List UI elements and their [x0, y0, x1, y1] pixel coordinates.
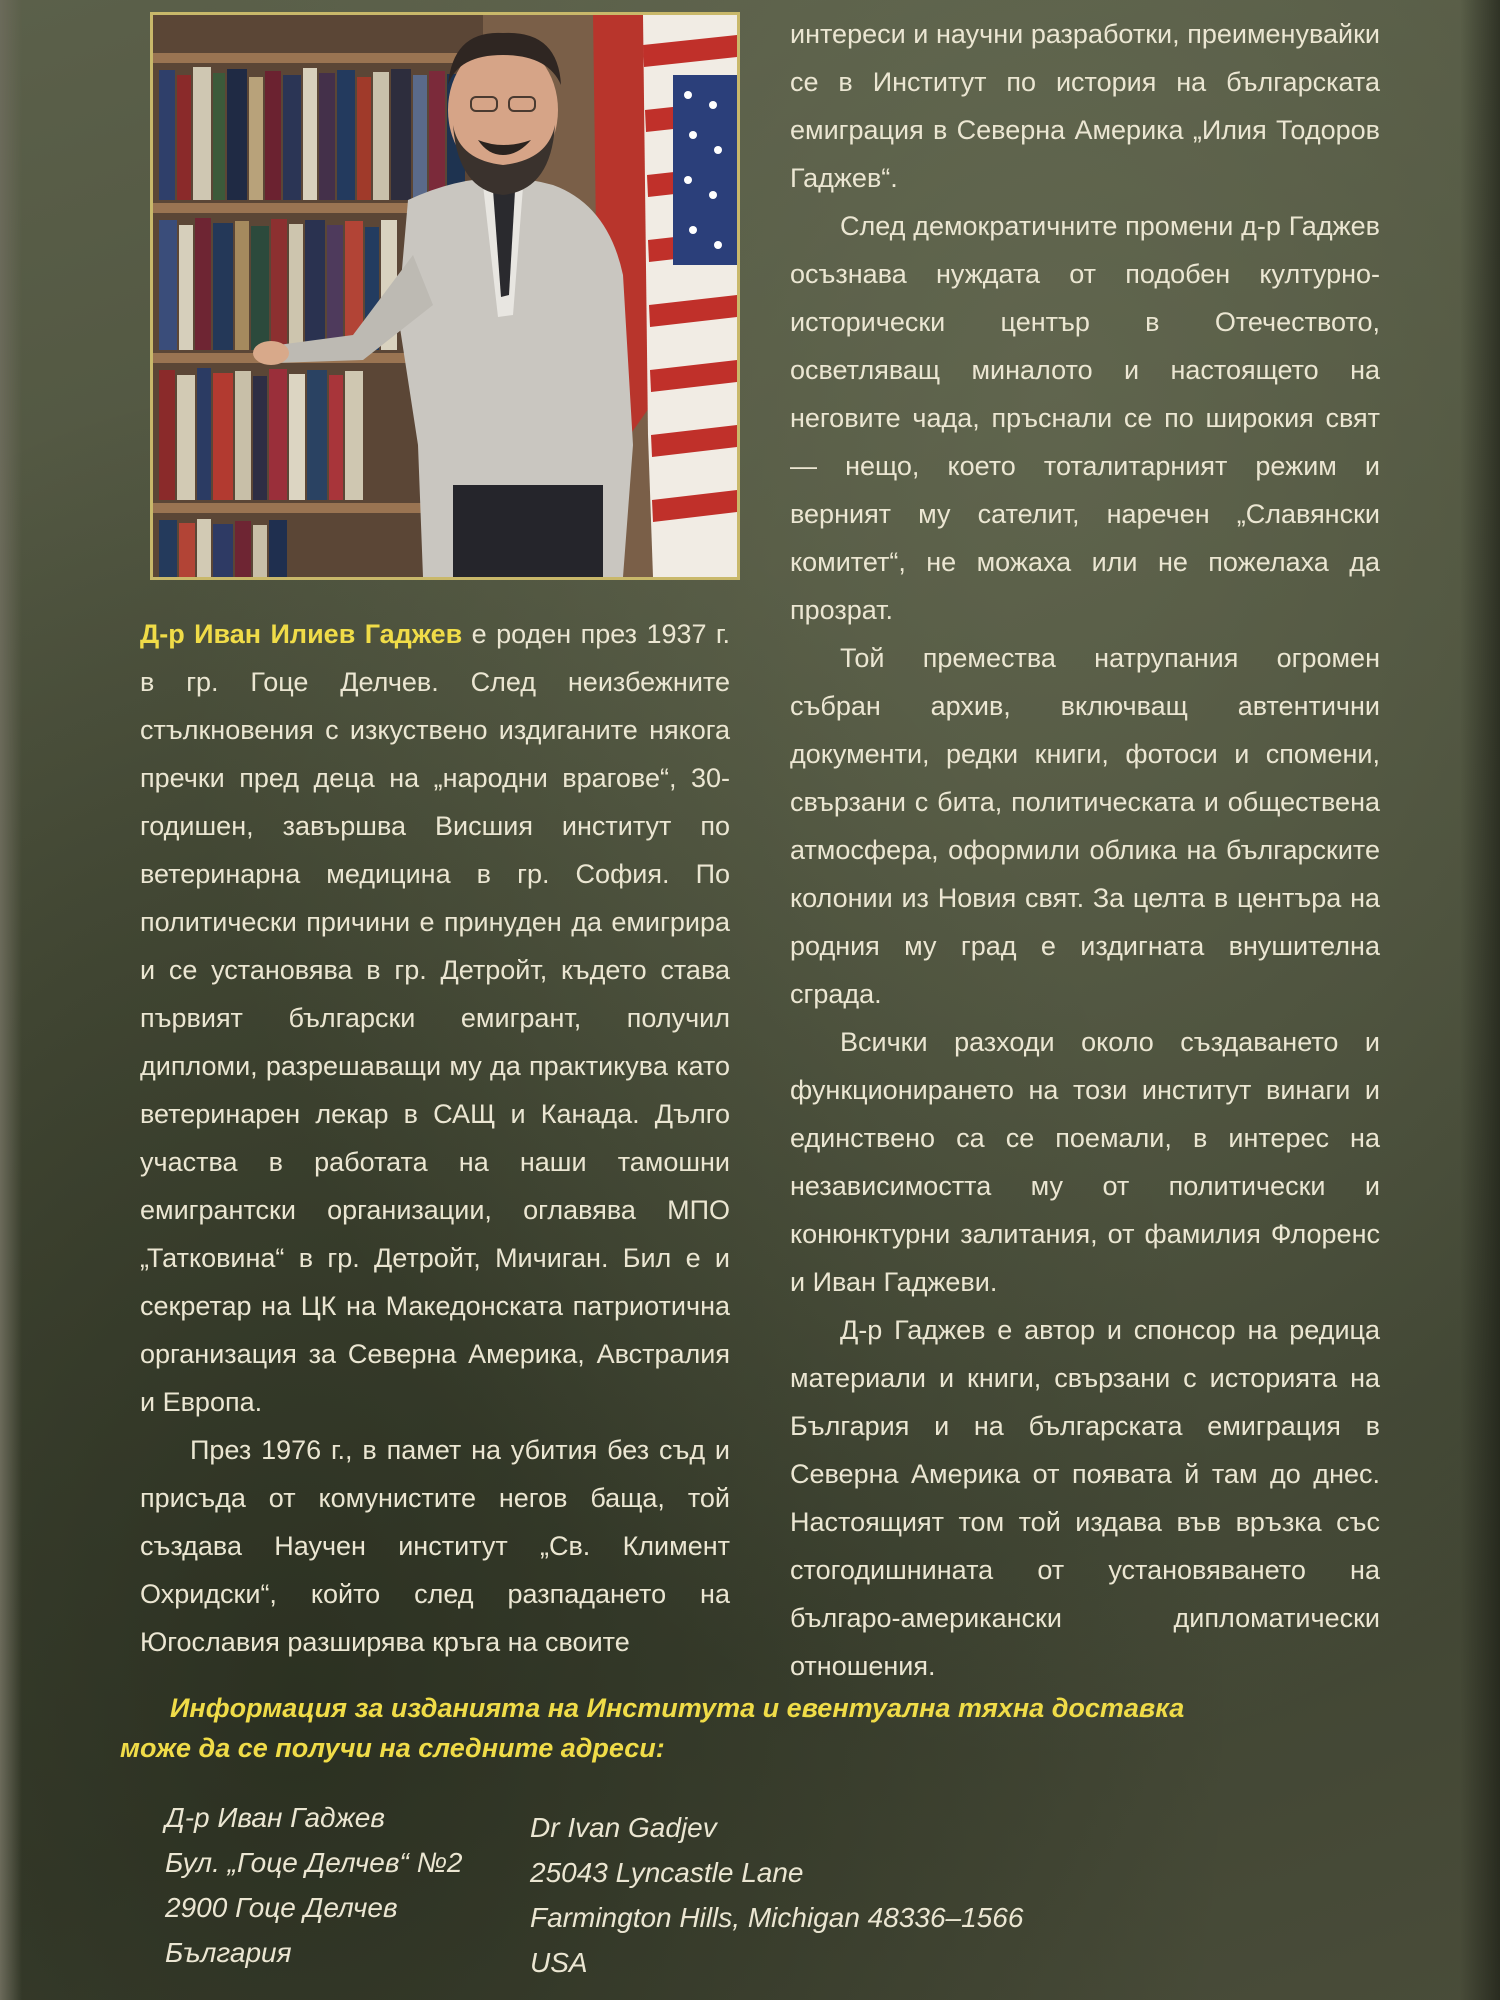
address-bg-line: 2900 Гоце Делчев: [165, 1892, 398, 1923]
address-bg-line: Бул. „Гоце Делчев“ №2: [165, 1847, 463, 1878]
address-bg-line: Д-р Иван Гаджев: [165, 1802, 385, 1833]
cover-right-edge: [1460, 0, 1500, 2000]
bio-paragraph-7: Д-р Гаджев е автор и спонсор на редица материали и книги, свързани с историята на България и на българската емиграция в Северна Америка от появата й там до днес. Настоящият том той издава във връзка със стогодишнината от установяването на българо-американски дипломатически отношения.: [790, 1315, 1380, 1681]
address-us-line: 25043 Lyncastle Lane: [530, 1857, 804, 1888]
address-usa: [530, 1805, 1090, 1985]
address-bulgaria: [165, 1795, 505, 1975]
address-us-line: Farmington Hills, Michigan 48336–1566: [530, 1902, 1024, 1933]
cover-left-edge: [0, 0, 22, 2000]
author-portrait: [150, 12, 740, 580]
right-text-column: [790, 10, 1380, 1690]
info-line-2: може да се получи на следните адреси:: [120, 1733, 665, 1763]
address-us-line: Dr Ivan Gadjev: [530, 1812, 717, 1843]
address-bg-line: България: [165, 1937, 292, 1968]
bio-paragraph-4: След демократичните промени д-р Гаджев осъзнава нуждата от подобен културно-исторически център в Отечеството, осветляващ миналото и настоящето на неговите чада, пръснали се по широкия свят — нещо, което тоталитарният режим и верният му сателит, наречен „Славянски комитет“, не можаха или не пожелаха да прозрат.: [790, 211, 1380, 625]
bio-paragraph-3: интереси и научни разработки, преименувайки се в Институт по история на българската емиграция в Северна Америка „Илия Тодоров Гаджев“.: [790, 19, 1380, 193]
left-text-column: [140, 610, 730, 1666]
address-us-line: USA: [530, 1947, 588, 1978]
bio-paragraph-1-text: е роден през 1937 г. в гр. Гоце Делчев. След неизбежните стълкновения с изкуствено издиганите някога пречки пред деца на „народни врагове“, 30-годишен, завършва Висшия институт по ветеринарна медицина в гр. София. По политически причини е принуден да емигрира и се установява в гр. Детройт, където става първият български емигрант, получил дипломи, разрешаващи му да практикува като ветеринарен лекар в САЩ и Канада. Дълго участва в работата на наши тамошни емигрантски организации, оглавява МПО „Татковина“ в гр. Детройт, Мичиган. Бил е и секретар на ЦК на Македонската патриотична организация за Северна Америка, Австралия и Европа.: [140, 619, 730, 1417]
bio-paragraph-1: [140, 610, 730, 1426]
bio-paragraph-2: През 1976 г., в памет на убития без съд и присъда от комунистите негов баща, той създава Научен институт „Св. Климент Охридски“, който след разпадането на Югославия разширява кръга на своите: [140, 1435, 730, 1657]
info-line-1: Информация за изданията на Института и евентуална тяхна доставка: [170, 1693, 1185, 1723]
info-notice: [120, 1688, 1320, 1768]
bio-paragraph-5: Той премества натрупания огромен събран архив, включващ автентични документи, редки книги, фотоси и спомени, свързани с бита, политическата и обществена атмосфера, оформили облика на българските колонии из Новия свят. За целта в центъра на родния му град е издигната внушителна сграда.: [790, 643, 1380, 1009]
portrait-photo-icon: [153, 15, 737, 577]
bio-paragraph-6: Всички разходи около създаването и функционирането на този институт винаги и единствено са се поемали, в интерес на независимостта му от политически и конюнктурни залитания, от фамилия Флоренс и Иван Гаджеви.: [790, 1027, 1380, 1297]
author-name: Д-р Иван Илиев Гаджев: [140, 619, 463, 649]
